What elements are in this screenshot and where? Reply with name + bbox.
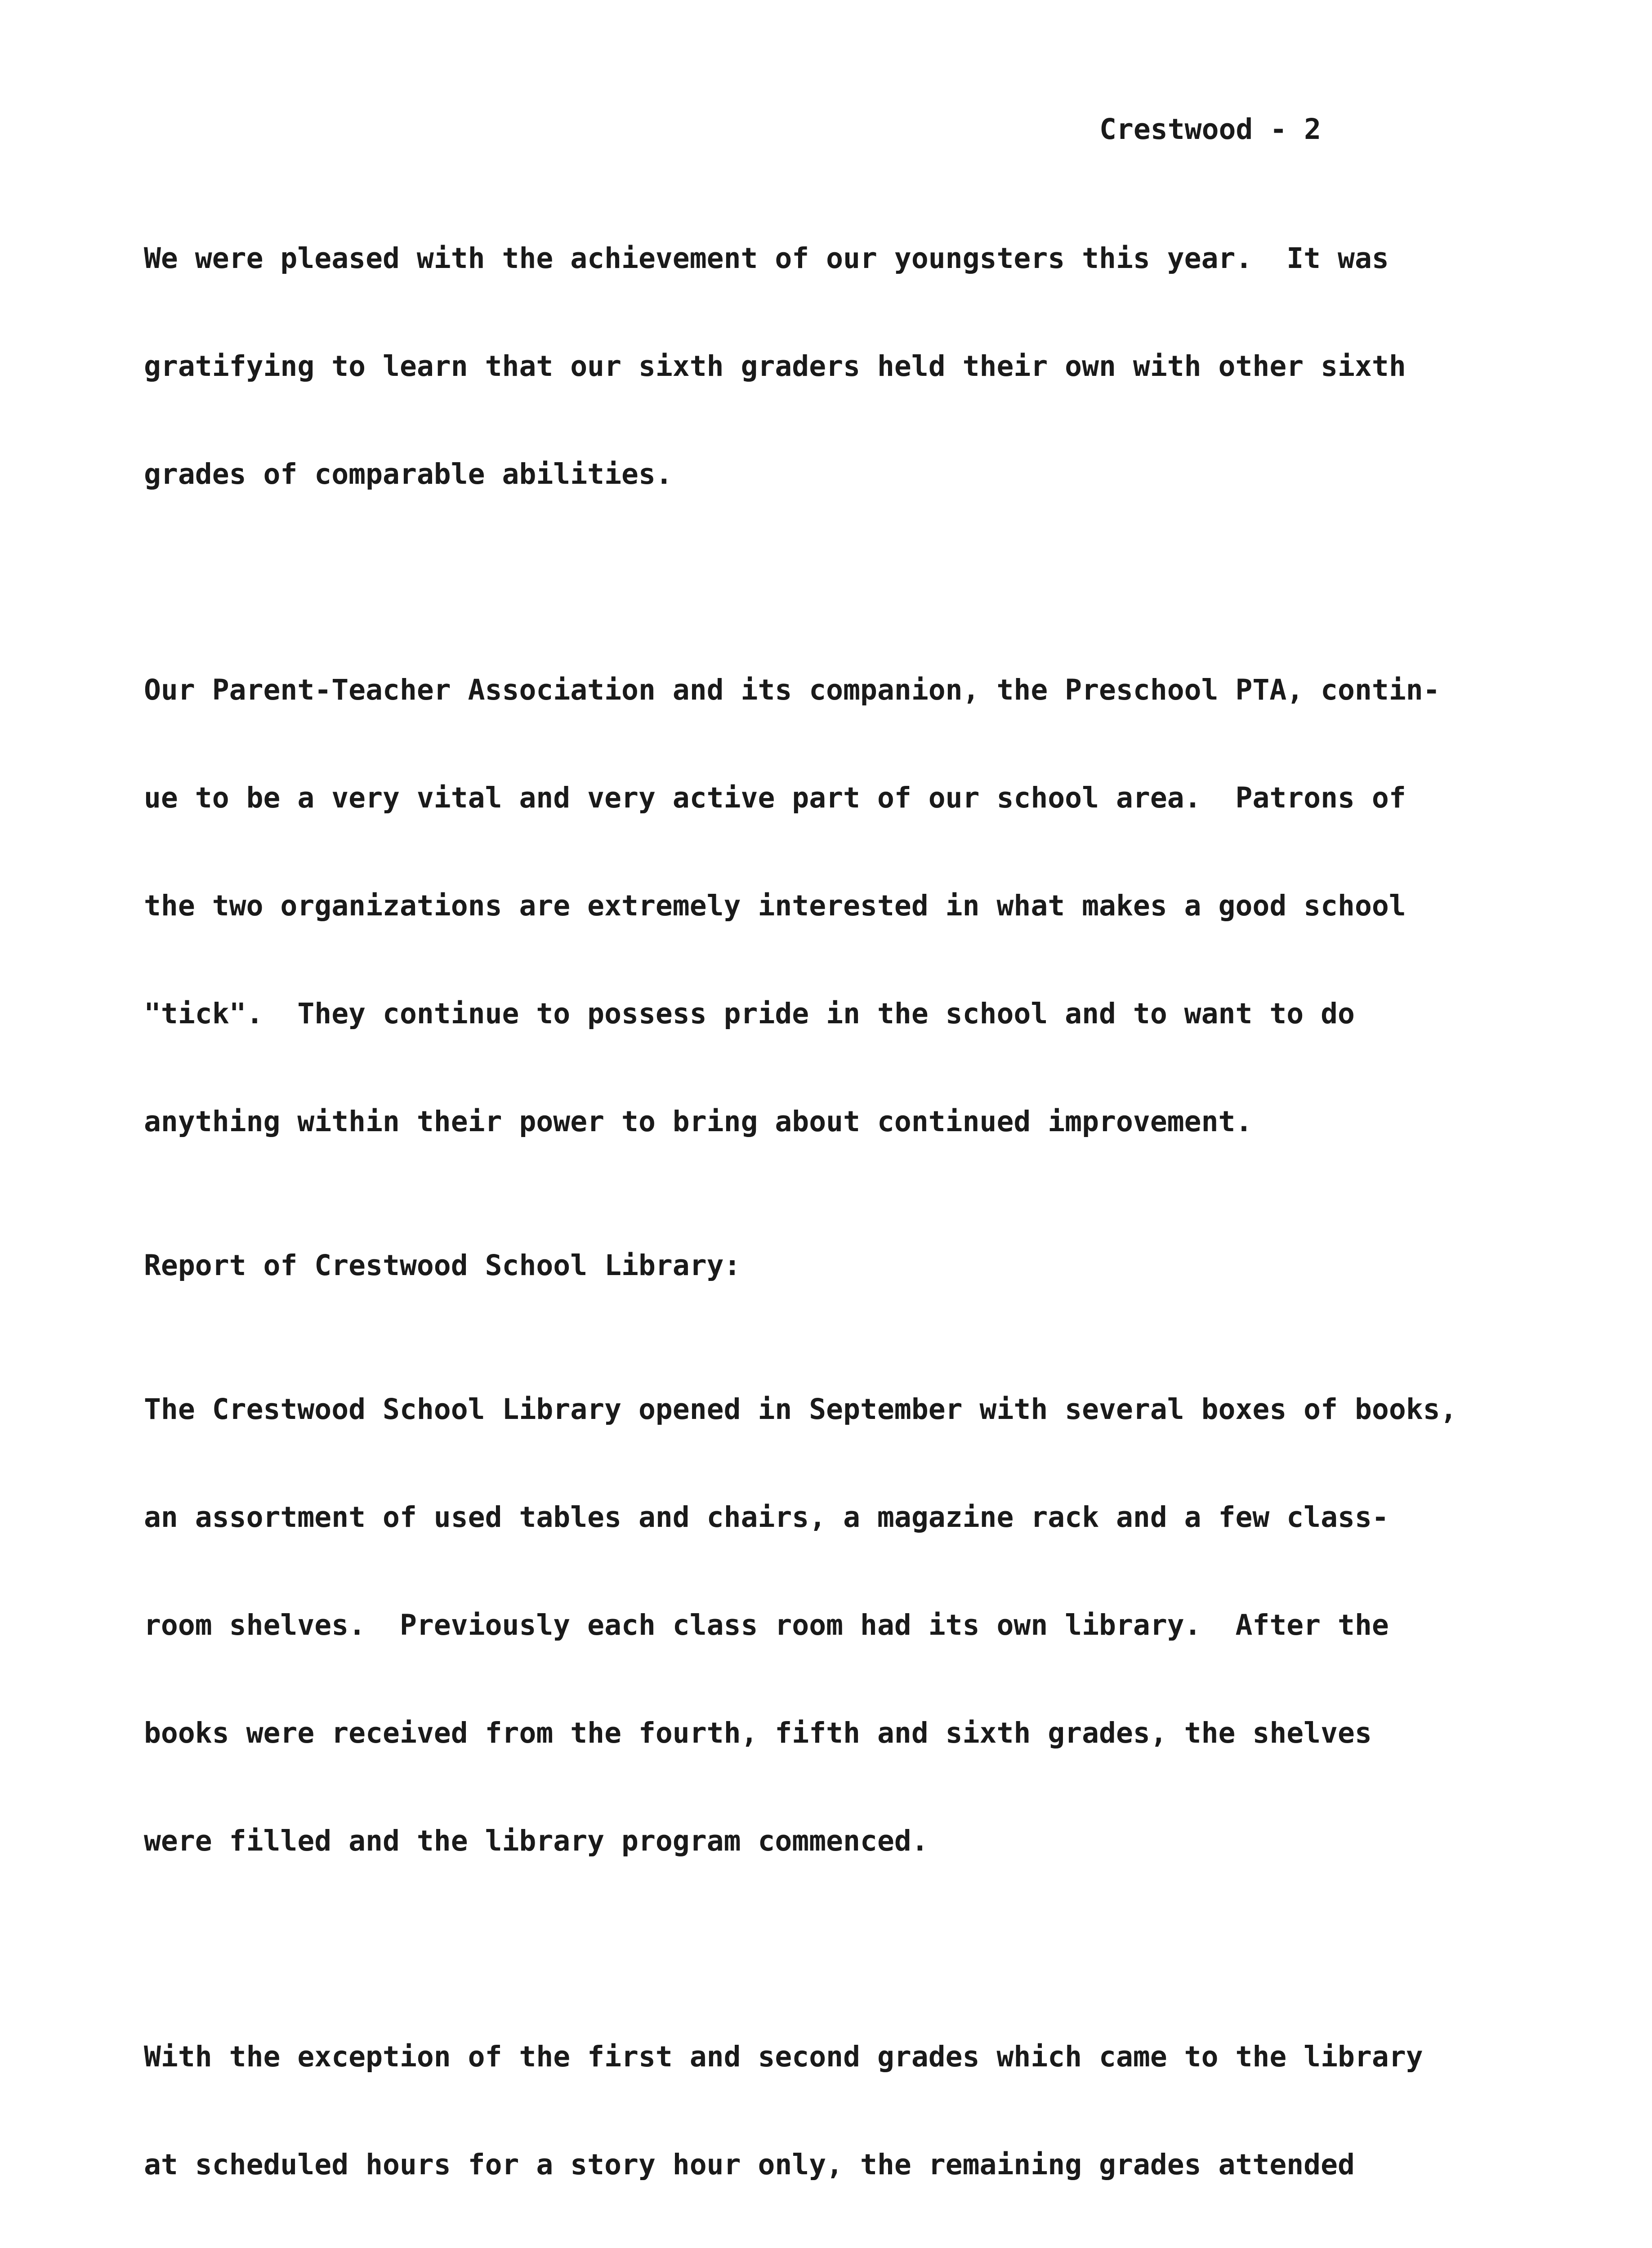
text-line: We were pleased with the achievement of our youngsters this year. It was xyxy=(144,242,1389,275)
text-line: were filled and the library program commenced. xyxy=(144,1824,929,1857)
text-line: With the exception of the first and second grades which came to the library xyxy=(144,2040,1423,2073)
library-report-heading: Report of Crestwood School Library: xyxy=(144,1249,741,1282)
text-line: grades of comparable abilities. xyxy=(144,458,673,491)
text-line: The Crestwood School Library opened in September with several boxes of books, xyxy=(144,1393,1457,1426)
paragraph-library-opened xyxy=(144,1320,1560,1931)
page-number-header: Crestwood - 2 xyxy=(1099,113,1322,146)
paragraph-grades-attendance xyxy=(144,1967,1560,2248)
paragraph-pta xyxy=(144,600,1560,1212)
text-line: gratifying to learn that our sixth graders held their own with other sixth xyxy=(144,350,1406,383)
text-line: ue to be a very vital and very active part of our school area. Patrons of xyxy=(144,781,1406,814)
text-line: books were received from the fourth, fifth and sixth grades, the shelves xyxy=(144,1717,1372,1749)
text-line: at scheduled hours for a story hour only, the remaining grades attended xyxy=(144,2148,1355,2181)
text-line: "tick". They continue to possess pride in the school and to want to do xyxy=(144,997,1355,1030)
text-line: the two organizations are extremely interested in what makes a good school xyxy=(144,889,1406,922)
text-line: anything within their power to bring about continued improvement. xyxy=(144,1105,1253,1138)
text-line: an assortment of used tables and chairs, a magazine rack and a few class- xyxy=(144,1501,1389,1534)
text-line: room shelves. Previously each class room had its own library. After the xyxy=(144,1609,1389,1641)
paragraph-achievement xyxy=(144,169,1560,564)
document-body xyxy=(144,169,1560,2248)
text-line: Our Parent-Teacher Association and its companion, the Preschool PTA, contin- xyxy=(144,674,1440,706)
